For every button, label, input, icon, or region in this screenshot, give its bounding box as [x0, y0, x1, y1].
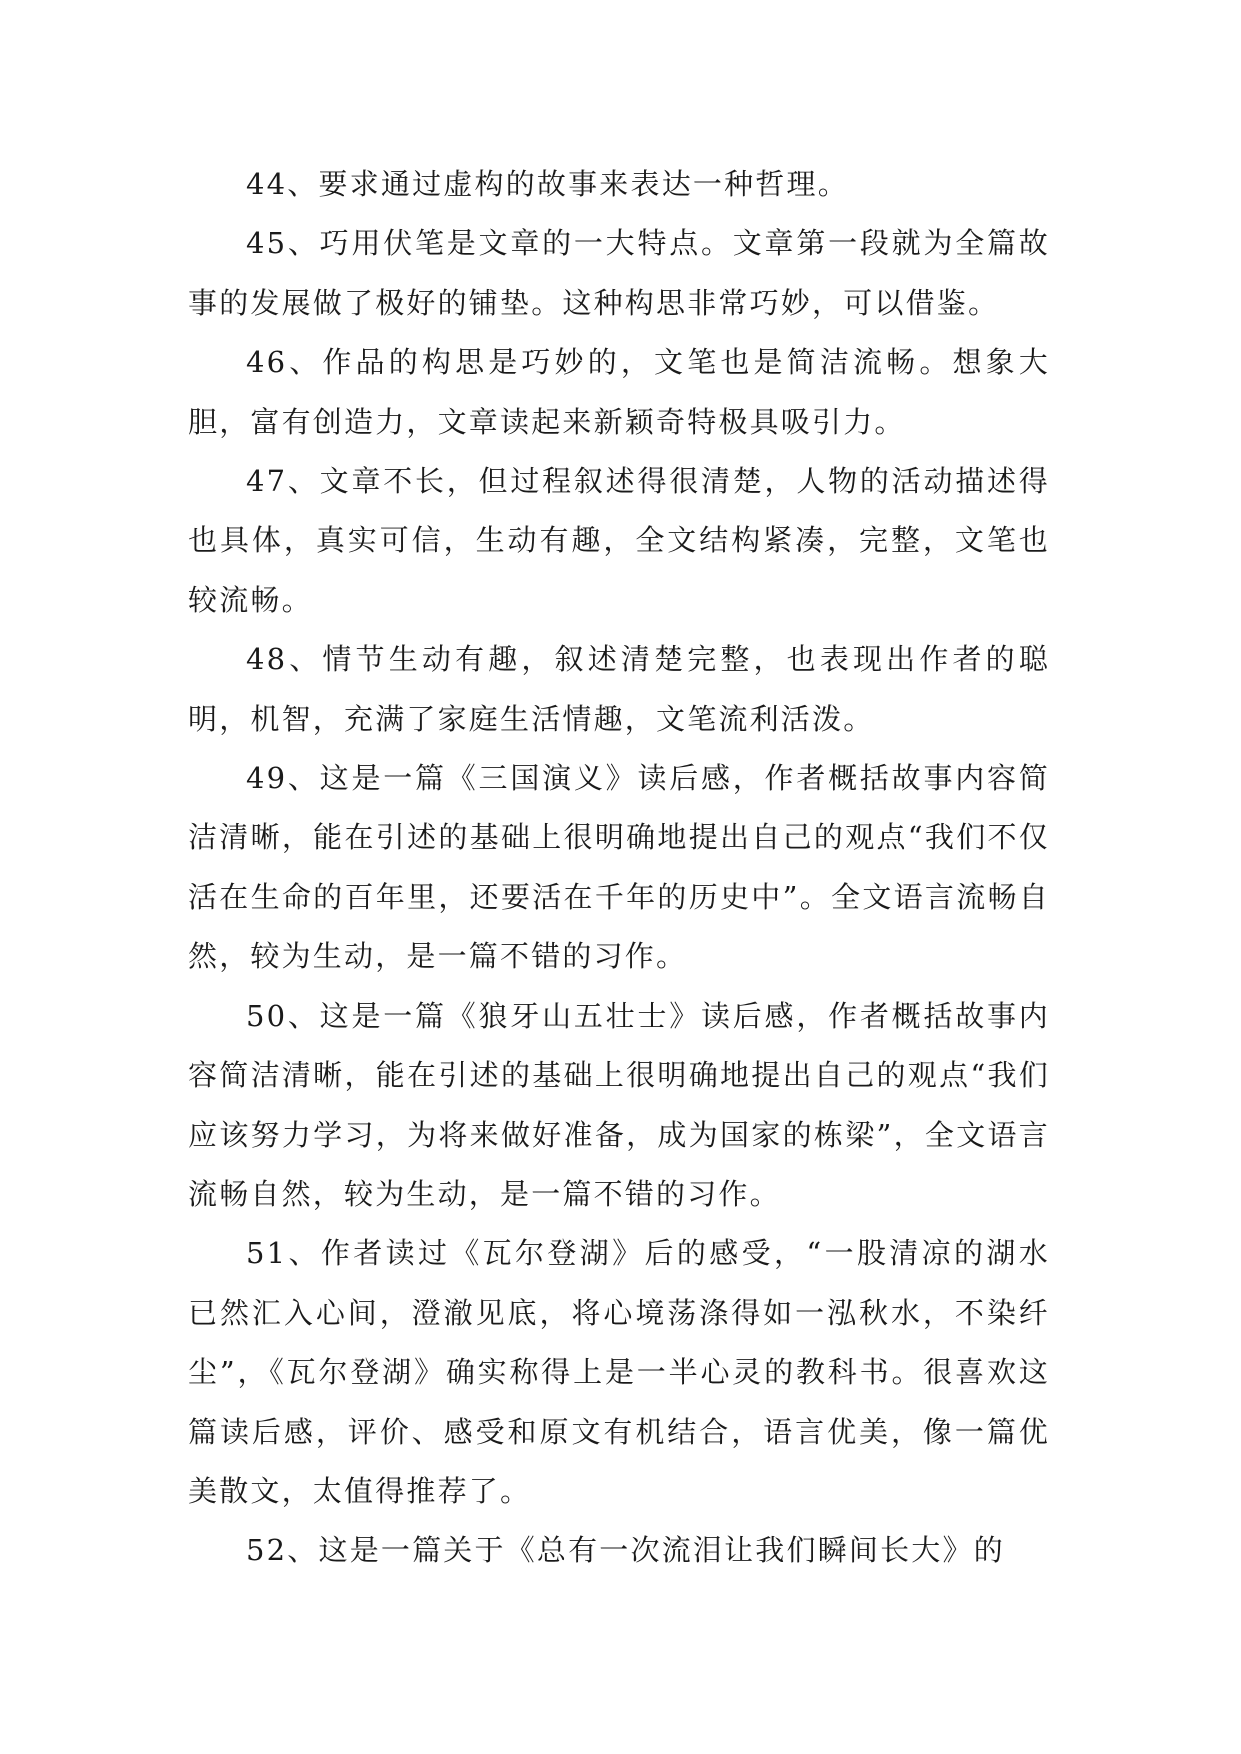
- paragraph-51: 51、作者读过《瓦尔登湖》后的感受，“一股清凉的湖水已然汇入心间，澄澈见底，将心境荡涤得如一泓秋水，不染纤尘”，《瓦尔登湖》确实称得上是一半心灵的教科书。很喜欢这篇读后感，评价、感受和原文有机结合，语言优美，像一篇优美散文，太值得推荐了。: [188, 1236, 1050, 1508]
- paragraph-48: 48、情节生动有趣，叙述清楚完整，也表现出作者的聪明，机智，充满了家庭生活情趣，文笔流利活泼。: [188, 642, 1050, 736]
- document-body: [188, 155, 1050, 1581]
- paragraph-46: 46、作品的构思是巧妙的，文笔也是简洁流畅。想象大胆，富有创造力，文章读起来新颖奇特极具吸引力。: [188, 345, 1050, 439]
- paragraph-47: 47、文章不长，但过程叙述得很清楚，人物的活动描述得也具体，真实可信，生动有趣，全文结构紧凑，完整，文笔也较流畅。: [188, 464, 1050, 617]
- paragraph-44: 44、要求通过虚构的故事来表达一种哲理。: [246, 167, 849, 201]
- paragraph-49: 49、这是一篇《三国演义》读后感，作者概括故事内容简洁清晰，能在引述的基础上很明确地提出自己的观点“我们不仅活在生命的百年里，还要活在千年的历史中”。全文语言流畅自然，较为生动，是一篇不错的习作。: [188, 761, 1050, 974]
- paragraph-50: 50、这是一篇《狼牙山五壮士》读后感，作者概括故事内容简洁清晰，能在引述的基础上很明确地提出自己的观点“我们应该努力学习，为将来做好准备，成为国家的栋梁”，全文语言流畅自然，较为生动，是一篇不错的习作。: [188, 998, 1050, 1211]
- paragraph-52: 52、这是一篇关于《总有一次流泪让我们瞬间长大》的: [246, 1533, 1005, 1568]
- paragraph-45: 45、巧用伏笔是文章的一大特点。文章第一段就为全篇故事的发展做了极好的铺垫。这种构思非常巧妙，可以借鉴。: [188, 226, 1050, 320]
